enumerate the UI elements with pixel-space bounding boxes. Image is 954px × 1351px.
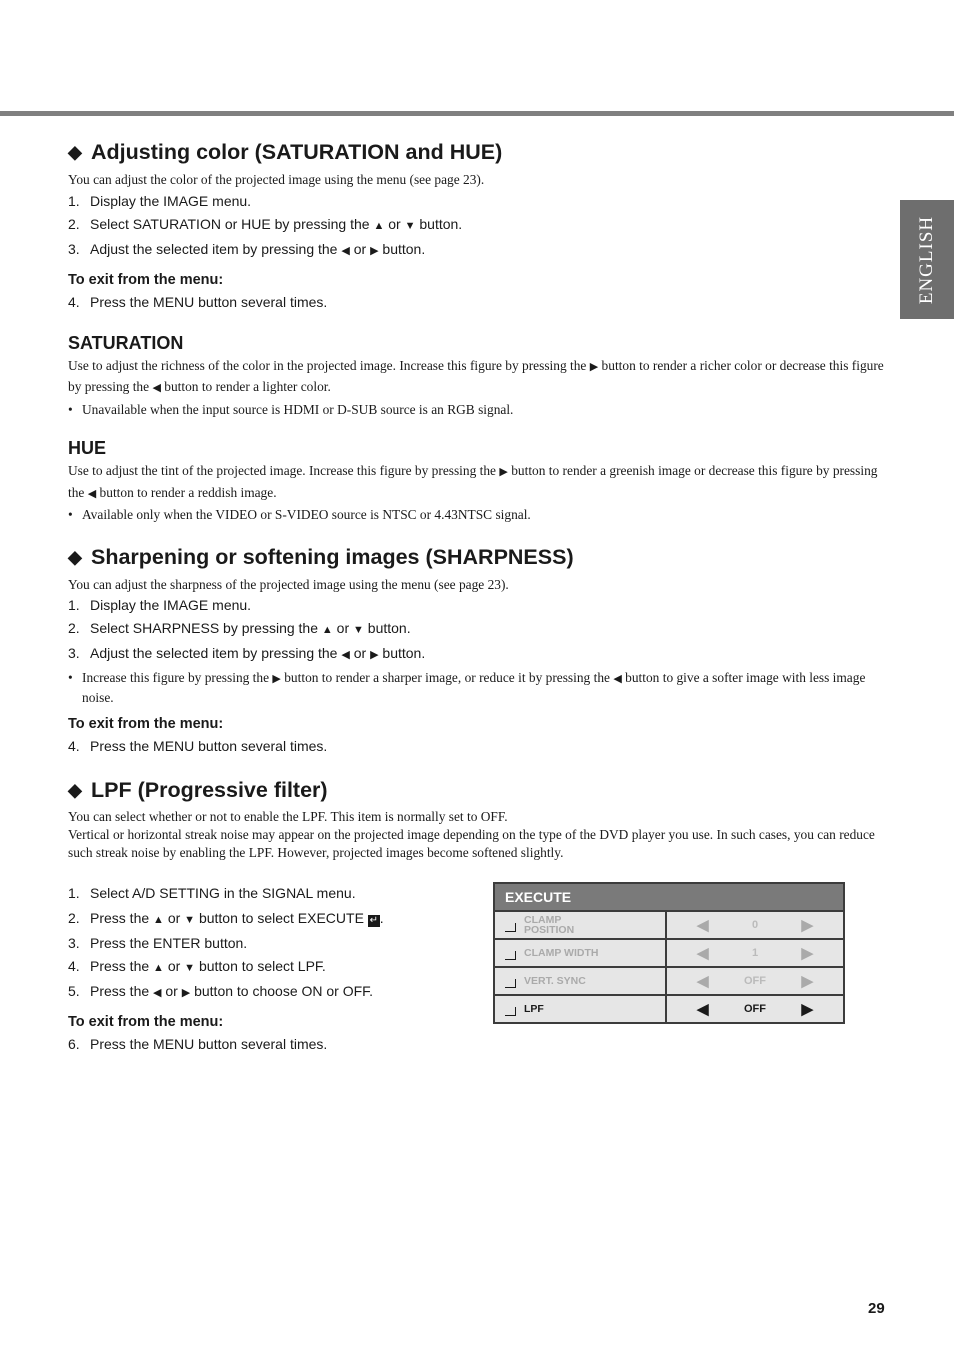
- section-title: [68, 138, 886, 166]
- intro-text: You can select whether or not to enable the LPF. This item is normally set to OFF.: [68, 809, 508, 824]
- step-item: [68, 932, 478, 955]
- text-part: Use to adjust the tint of the projected image. Increase this figure by pressing the: [68, 463, 497, 478]
- osd-row-label-text: LPF: [524, 1003, 544, 1015]
- down-arrow-icon: ▼: [353, 624, 364, 636]
- osd-row-clamp-width: [495, 940, 843, 966]
- step-item: [68, 882, 478, 905]
- right-arrow-icon: ▶: [589, 360, 599, 373]
- section-sharpness: [68, 543, 886, 759]
- section-title: [68, 543, 886, 571]
- section-adjusting-color: [68, 138, 886, 525]
- step-text: Display the IMAGE menu.: [90, 597, 252, 613]
- step-text: Press the MENU button several times.: [90, 1036, 328, 1052]
- step-item: [68, 190, 886, 213]
- step-text-part: or: [167, 958, 181, 974]
- step-text: Press the MENU button several times.: [90, 738, 328, 754]
- right-arrow-icon: ▶: [181, 987, 191, 999]
- left-arrow-icon: ◀: [697, 1001, 709, 1018]
- step-text-part: button.: [382, 645, 426, 661]
- bullet-icon: •: [68, 507, 73, 522]
- bullet-icon: •: [68, 401, 73, 417]
- step-number: 4.: [68, 958, 80, 974]
- return-icon: [505, 923, 516, 932]
- diamond-icon: ◆: [68, 780, 82, 800]
- step-text-part: Press the: [90, 958, 150, 974]
- step-text: [90, 642, 425, 667]
- osd-row-label: [495, 968, 665, 994]
- right-arrow-icon: ▶: [370, 244, 379, 257]
- right-arrow-icon: ▶: [801, 917, 813, 934]
- step-item: [68, 594, 886, 617]
- left-arrow-icon: ◀: [87, 487, 97, 500]
- step-text-part: button to select LPF.: [198, 958, 326, 974]
- text-part: button to render a sharper image, or reduce it by pressing the: [284, 670, 610, 685]
- bullet-text: Available only when the VIDEO or S-VIDEO source is NTSC or 4.43NTSC signal.: [82, 507, 531, 522]
- right-arrow-icon: ▶: [801, 1001, 813, 1018]
- diamond-icon: ◆: [68, 546, 82, 567]
- osd-row-value: [667, 912, 843, 938]
- page-number: 29: [868, 1300, 885, 1317]
- step-number: 4.: [68, 293, 80, 310]
- step-item: [68, 980, 478, 1005]
- osd-value-text: 0: [751, 919, 759, 931]
- text-part: button to render a richer color or decrease this figure by pressing the: [68, 357, 884, 394]
- return-icon: [505, 951, 516, 960]
- bullet-item: [68, 506, 886, 525]
- left-arrow-icon: ◀: [341, 649, 350, 661]
- down-arrow-icon: ▼: [184, 962, 196, 974]
- language-tab: [900, 200, 954, 319]
- osd-row-clamp-position: [495, 912, 843, 938]
- section-title-text: Sharpening or softening images (SHARPNESS): [91, 544, 574, 569]
- step-number: 1.: [68, 885, 80, 901]
- osd-row-value: [667, 996, 843, 1022]
- step-text: Press the ENTER button.: [90, 935, 248, 951]
- header-rule: [0, 111, 954, 116]
- step-text: [90, 617, 411, 642]
- step-text-part: button.: [367, 620, 411, 636]
- intro-text: You can adjust the sharpness of the projected image using the menu (see page 23).: [68, 576, 509, 592]
- return-icon: [505, 1007, 516, 1016]
- step-text-part: or: [388, 215, 401, 232]
- step-item: [68, 642, 886, 667]
- step-item: [68, 617, 886, 642]
- right-arrow-icon: ▶: [801, 973, 813, 990]
- step-text-part: button.: [382, 240, 426, 257]
- step-text-part: or: [353, 240, 367, 257]
- bullet-item: [68, 401, 886, 420]
- step-text-part: or: [165, 983, 178, 999]
- step-text: [90, 955, 326, 980]
- osd-value-text: 1: [751, 947, 759, 959]
- osd-row-lpf: [495, 996, 843, 1022]
- osd-row-label-text: VERT. SYNC: [524, 975, 586, 987]
- text-part: button to render a reddish image.: [99, 484, 277, 500]
- step-text-part: Select SATURATION or HUE by pressing the: [90, 215, 370, 232]
- bullet-item: [68, 669, 886, 707]
- left-arrow-icon: ◀: [613, 673, 622, 685]
- return-icon: [505, 979, 516, 988]
- step-number: 2.: [68, 620, 80, 636]
- step-text-part: or: [353, 645, 367, 661]
- text-part: button to give a softer image with less image noise.: [82, 670, 866, 705]
- step-number: 3.: [68, 645, 80, 661]
- saturation-text: [68, 356, 886, 399]
- bullet-text: [82, 669, 886, 707]
- osd-row-label: [495, 996, 665, 1022]
- step-item: [68, 907, 478, 932]
- enter-icon: ↵: [369, 915, 378, 926]
- step-text-part: button to select EXECUTE: [198, 910, 364, 926]
- page-content: [68, 138, 886, 1070]
- osd-header: EXECUTE: [495, 884, 843, 910]
- right-arrow-icon: ▶: [499, 466, 508, 478]
- step-text: Press the MENU button several times.: [90, 293, 328, 310]
- text-part: Use to adjust the richness of the color in the projected image. Increase this figure by pressing the: [68, 357, 587, 373]
- step-number: 5.: [68, 983, 80, 999]
- step-text: Display the IMAGE menu.: [90, 192, 252, 209]
- up-arrow-icon: ▲: [321, 624, 333, 636]
- section-title: [68, 776, 886, 804]
- osd-row-label-text: CLAMP POSITION: [524, 914, 575, 936]
- text-part: button to render a lighter color.: [164, 379, 331, 394]
- step-text-part: .: [379, 910, 384, 926]
- step-text: [90, 238, 425, 263]
- section-title-text: LPF (Progressive filter): [91, 778, 328, 802]
- step-text-part: Press the: [90, 983, 150, 999]
- left-arrow-icon: ◀: [697, 973, 709, 990]
- step-item: [68, 238, 886, 263]
- step-number: 1.: [68, 192, 80, 209]
- step-text-part: or: [336, 620, 350, 636]
- right-arrow-icon: ▶: [801, 945, 813, 962]
- left-arrow-icon: ◀: [697, 917, 709, 934]
- osd-value-text: OFF: [744, 975, 766, 987]
- hue-text: [68, 461, 886, 504]
- step-number: 3.: [68, 240, 80, 257]
- osd-row-vert-sync: [495, 968, 843, 994]
- right-arrow-icon: ▶: [272, 673, 281, 685]
- bullet-text: Unavailable when the input source is HDMI or D-SUB source is an RGB signal.: [82, 401, 514, 417]
- step-text: [90, 213, 462, 238]
- osd-row-value: [667, 940, 843, 966]
- exit-heading: To exit from the menu:: [68, 1014, 224, 1030]
- step-text-part: button.: [419, 215, 463, 232]
- step-text-part: Select SHARPNESS by pressing the: [90, 620, 318, 636]
- exit-heading: To exit from the menu:: [68, 271, 224, 288]
- text-part: button to render a greenish image or decrease this figure by pressing the: [68, 463, 878, 500]
- left-arrow-icon: ◀: [341, 244, 350, 257]
- up-arrow-icon: ▲: [373, 219, 385, 232]
- left-arrow-icon: ◀: [153, 987, 162, 999]
- diamond-icon: ◆: [68, 142, 82, 162]
- bullet-icon: •: [68, 670, 73, 685]
- up-arrow-icon: ▲: [153, 962, 164, 974]
- osd-menu: [493, 882, 845, 1024]
- osd-row-label: [495, 940, 665, 966]
- down-arrow-icon: ▼: [404, 219, 416, 232]
- language-tab-label: ENGLISH: [916, 215, 937, 304]
- step-number: 4.: [68, 738, 80, 754]
- step-item: [68, 213, 886, 238]
- step-number: 6.: [68, 1036, 80, 1052]
- step-text: [90, 980, 373, 1005]
- right-arrow-icon: ▶: [370, 649, 379, 661]
- up-arrow-icon: ▲: [153, 914, 164, 926]
- step-item: [68, 735, 886, 758]
- osd-row-label: [495, 912, 665, 938]
- step-number: 2.: [68, 910, 80, 926]
- osd-row-value: [667, 968, 843, 994]
- left-arrow-icon: ◀: [697, 945, 709, 962]
- osd-row-label-text: CLAMP WIDTH: [524, 947, 599, 959]
- hue-heading: HUE: [68, 438, 107, 458]
- step-item: [68, 1033, 478, 1056]
- lpf-steps-area: [68, 882, 886, 1052]
- step-text-part: button to choose ON or OFF.: [194, 983, 374, 999]
- text-part: Increase this figure by pressing the: [82, 670, 270, 685]
- step-item: [68, 955, 478, 980]
- step-text-part: Press the: [90, 910, 150, 926]
- step-item: [68, 291, 886, 314]
- intro-text: Vertical or horizontal streak noise may appear on the projected image depending on the type of the DVD player you use. In such cases, you can reduce such streak noise by enabling the LPF. However, projected images become softened slightly.: [68, 827, 875, 860]
- exit-heading: To exit from the menu:: [68, 716, 224, 732]
- saturation-heading: SATURATION: [68, 332, 184, 353]
- step-text-part: Adjust the selected item by pressing the: [90, 645, 338, 661]
- step-number: 2.: [68, 215, 80, 232]
- step-number: 1.: [68, 597, 80, 613]
- step-number: 3.: [68, 935, 80, 951]
- lpf-steps: [68, 882, 478, 1056]
- intro-text: You can adjust the color of the projected image using the menu (see page 23).: [68, 172, 485, 187]
- step-text-part: or: [167, 910, 181, 926]
- left-arrow-icon: ◀: [152, 382, 161, 394]
- section-lpf: [68, 776, 886, 1052]
- step-text: Select A/D SETTING in the SIGNAL menu.: [90, 885, 356, 901]
- step-text: [90, 907, 384, 932]
- osd-value-text: OFF: [744, 1003, 766, 1015]
- section-title-text: Adjusting color (SATURATION and HUE): [91, 140, 503, 164]
- step-text-part: Adjust the selected item by pressing the: [90, 240, 338, 257]
- down-arrow-icon: ▼: [184, 914, 196, 926]
